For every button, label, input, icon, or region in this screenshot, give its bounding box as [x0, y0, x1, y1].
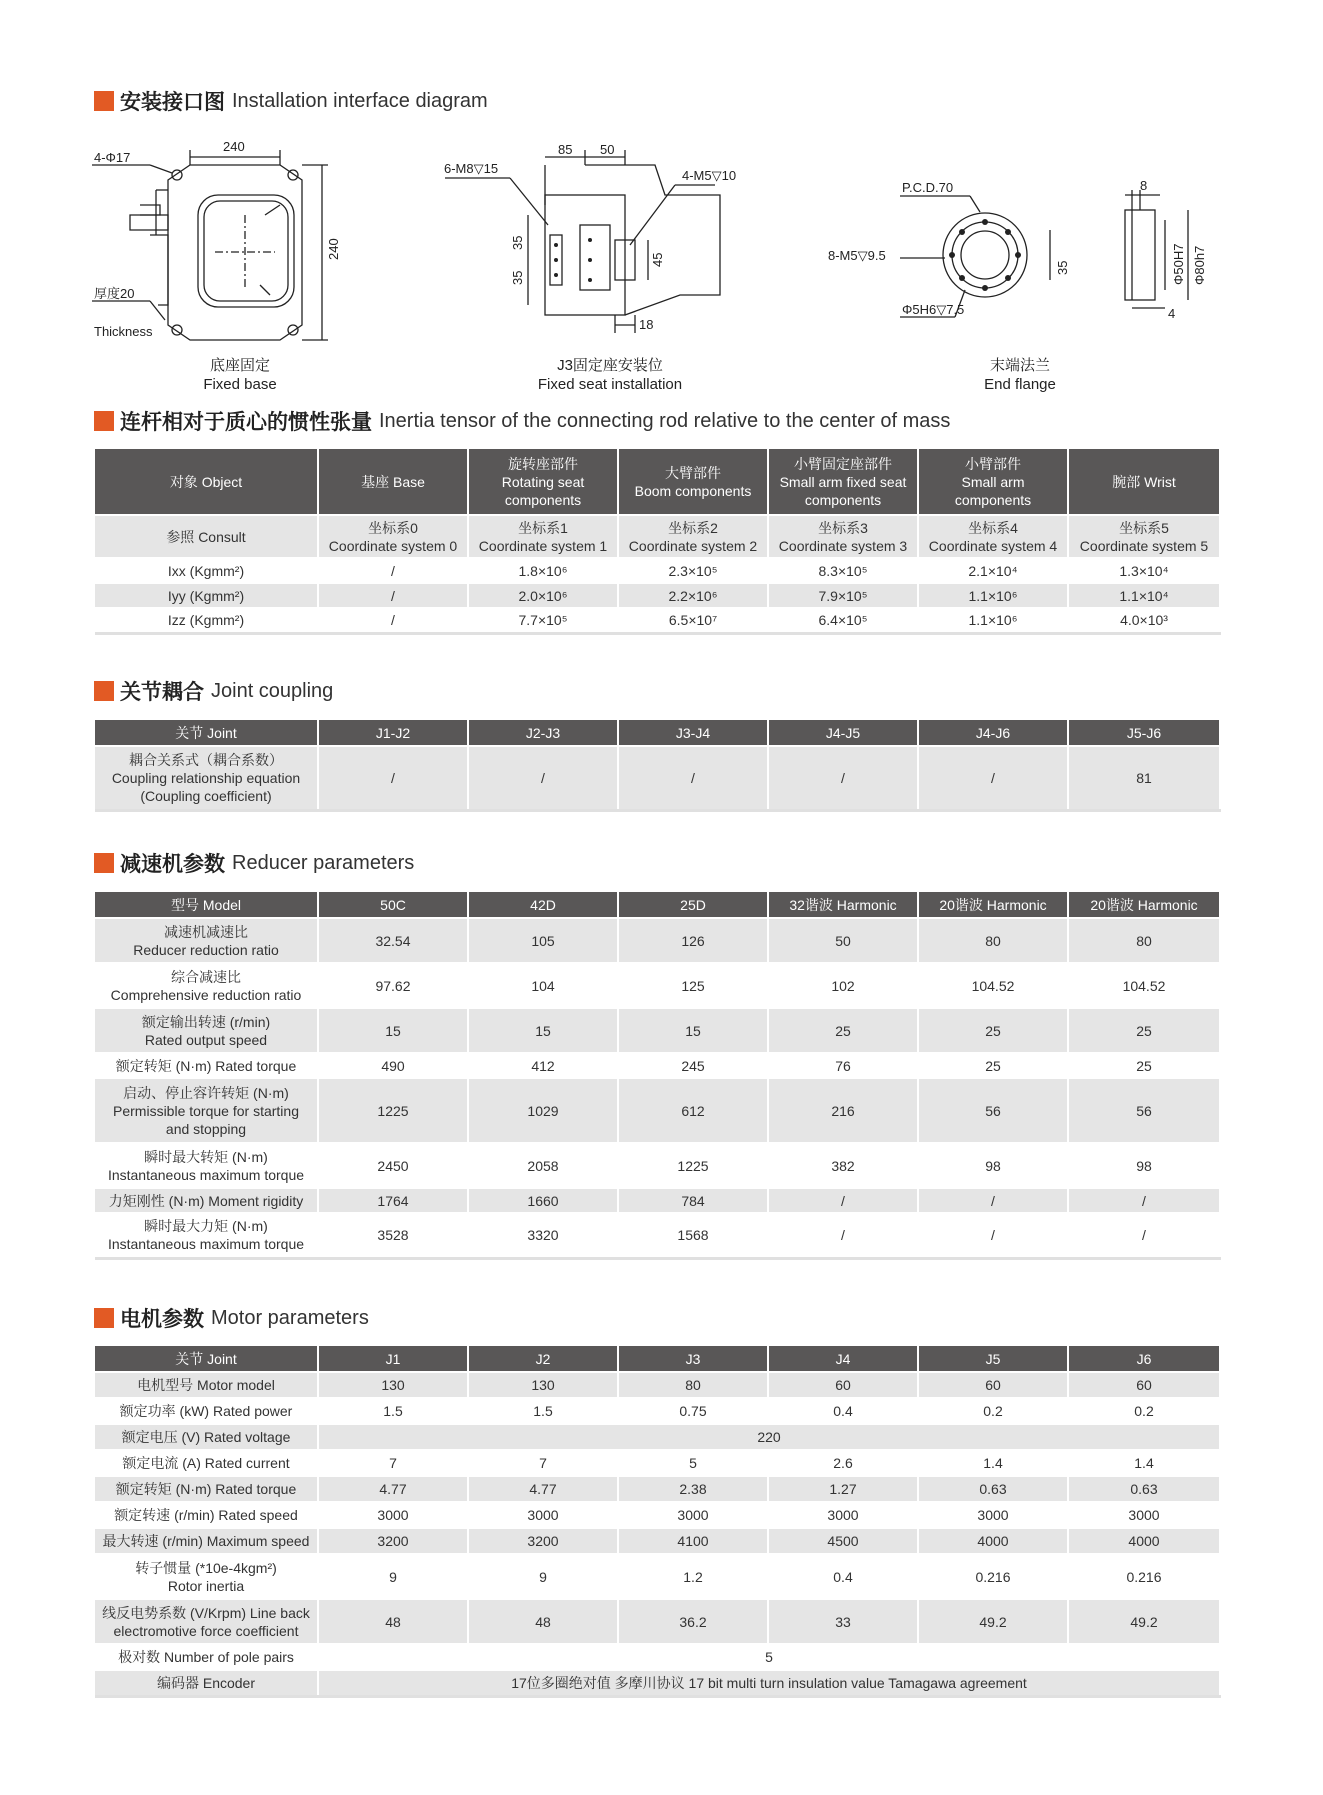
table-cell: 2.6 — [768, 1450, 918, 1476]
orange-square-icon — [94, 1308, 114, 1328]
j3-45-label: 45 — [650, 252, 665, 267]
table-cell: 25 — [918, 1008, 1068, 1053]
table-cell: 3000 — [1068, 1502, 1220, 1528]
table-cell: 6.4×10⁵ — [768, 608, 918, 633]
coupling-table — [95, 720, 1221, 812]
table-cell: 49.2 — [1068, 1599, 1220, 1644]
table-cell: 4100 — [618, 1528, 768, 1554]
j3-50-label: 50 — [600, 145, 615, 157]
table-cell: 1.5 — [318, 1398, 468, 1424]
table-cell: 7.7×10⁵ — [468, 608, 618, 633]
table-cell: 0.63 — [1068, 1476, 1220, 1502]
table-cell: 2058 — [468, 1143, 618, 1188]
row-label-cell: 电机型号 Motor model — [95, 1372, 318, 1398]
table-cell: 490 — [318, 1053, 468, 1078]
table-cell: 784 — [618, 1188, 768, 1213]
flange-50-label: Φ50H7 — [1171, 243, 1186, 285]
table-cell: J5-J6 — [1068, 720, 1220, 746]
table-cell: 3200 — [318, 1528, 468, 1554]
table-cell: 7 — [318, 1450, 468, 1476]
table-cell: / — [618, 746, 768, 810]
fixed-base-diagram — [90, 135, 390, 360]
table-cell: 25 — [1068, 1008, 1220, 1053]
table-row — [95, 583, 1220, 608]
table-cell: 0.2 — [918, 1398, 1068, 1424]
table-row — [95, 558, 1220, 583]
table-cell: / — [918, 1213, 1068, 1258]
row-label-cell: 综合减速比 Comprehensive reduction ratio — [95, 963, 318, 1008]
table-cell: 98 — [1068, 1143, 1220, 1188]
section-heading-coupling: 关节耦合 Joint coupling — [94, 678, 333, 704]
table-row — [95, 1644, 1220, 1670]
table-row — [95, 918, 1220, 963]
table-cell: 6.5×10⁷ — [618, 608, 768, 633]
table-cell: 4.77 — [468, 1476, 618, 1502]
table-cell: 7 — [468, 1450, 618, 1476]
table-cell: 旋转座部件 Rotating seat components — [468, 449, 618, 515]
table-cell: / — [918, 1188, 1068, 1213]
table-cell: 坐标系4 Coordinate system 4 — [918, 515, 1068, 558]
table-cell: 3528 — [318, 1213, 468, 1258]
table-cell: 3000 — [918, 1502, 1068, 1528]
table-cell: J5 — [918, 1346, 1068, 1372]
table-cell: J4-J5 — [768, 720, 918, 746]
table-row — [95, 1143, 1220, 1188]
row-label-cell: 参照 Consult — [95, 515, 318, 558]
table-cell: 坐标系2 Coordinate system 2 — [618, 515, 768, 558]
table-cell: 5 — [618, 1450, 768, 1476]
table-cell: 50C — [318, 892, 468, 918]
table-cell: 4000 — [918, 1528, 1068, 1554]
table-cell: 0.4 — [768, 1398, 918, 1424]
base-thickness-en: Thickness — [94, 324, 153, 339]
table-row — [95, 1554, 1220, 1599]
base-width-label: 240 — [223, 139, 245, 154]
table-cell: 25 — [768, 1008, 918, 1053]
table-cell: 130 — [468, 1372, 618, 1398]
table-cell: 2.1×10⁴ — [918, 558, 1068, 583]
table-cell: 9 — [468, 1554, 618, 1599]
row-label-cell: 最大转速 (r/min) Maximum speed — [95, 1528, 318, 1554]
table-cell: 1225 — [318, 1078, 468, 1143]
table-cell: 20谐波 Harmonic — [918, 892, 1068, 918]
j3-85-label: 85 — [558, 145, 573, 157]
base-holes-label: 4-Φ17 — [94, 150, 131, 165]
table-cell: 104.52 — [1068, 963, 1220, 1008]
table-cell: 4000 — [1068, 1528, 1220, 1554]
table-row — [95, 1424, 1220, 1450]
table-cell: / — [1068, 1213, 1220, 1258]
flange-35-label: 35 — [1055, 260, 1070, 275]
table-cell: 0.2 — [1068, 1398, 1220, 1424]
table-cell: 大臂部件 Boom components — [618, 449, 768, 515]
j3-35b-label: 35 — [510, 270, 525, 285]
table-cell: 42D — [468, 892, 618, 918]
table-cell: / — [918, 746, 1068, 810]
table-cell: 小臂固定座部件 Small arm fixed seat components — [768, 449, 918, 515]
table-cell: 15 — [468, 1008, 618, 1053]
j3-seat-caption: J3固定座安装位 Fixed seat installation — [537, 357, 683, 393]
table-cell: 1225 — [618, 1143, 768, 1188]
table-row — [95, 1053, 1220, 1078]
table-cell: 76 — [768, 1053, 918, 1078]
table-cell: 1.2 — [618, 1554, 768, 1599]
table-cell: 1.27 — [768, 1476, 918, 1502]
table-cell: 126 — [618, 918, 768, 963]
row-label-cell: 关节 Joint — [95, 720, 318, 746]
table-row — [95, 746, 1220, 810]
j3-18-label: 18 — [639, 317, 654, 332]
table-cell: / — [768, 746, 918, 810]
table-cell: 382 — [768, 1143, 918, 1188]
table-cell: / — [318, 583, 468, 608]
table-row — [95, 1008, 1220, 1053]
table-cell: 97.62 — [318, 963, 468, 1008]
table-row — [95, 1078, 1220, 1143]
table-cell: 60 — [1068, 1372, 1220, 1398]
table-cell: J3-J4 — [618, 720, 768, 746]
table-cell: J2 — [468, 1346, 618, 1372]
row-label-cell: 线反电势系数 (V/Krpm) Line back electromotive force coefficient — [95, 1599, 318, 1644]
table-cell: 0.4 — [768, 1554, 918, 1599]
table-cell: 80 — [1068, 918, 1220, 963]
orange-square-icon — [94, 681, 114, 701]
row-label-cell: 额定转速 (r/min) Rated speed — [95, 1502, 318, 1528]
section-heading-install: 安装接口图 Installation interface diagram — [94, 88, 488, 114]
table-cell: 48 — [318, 1599, 468, 1644]
row-label-cell: 关节 Joint — [95, 1346, 318, 1372]
table-row — [95, 1476, 1220, 1502]
table-cell: 33 — [768, 1599, 918, 1644]
table-cell: 坐标系3 Coordinate system 3 — [768, 515, 918, 558]
table-cell: 245 — [618, 1053, 768, 1078]
table-cell: 2.2×10⁶ — [618, 583, 768, 608]
table-cell: 32.54 — [318, 918, 468, 963]
table-cell: 48 — [468, 1599, 618, 1644]
table-header-row — [95, 892, 1220, 918]
flange-80-label: Φ80h7 — [1192, 245, 1207, 285]
table-cell: 5 — [318, 1644, 1220, 1670]
flange-m5-label: 8-M5▽9.5 — [828, 248, 886, 263]
end-flange-diagram — [820, 170, 1240, 330]
table-cell: 1764 — [318, 1188, 468, 1213]
table-cell: 50 — [768, 918, 918, 963]
table-cell: 216 — [768, 1078, 918, 1143]
table-cell: 基座 Base — [318, 449, 468, 515]
row-label-cell: 极对数 Number of pole pairs — [95, 1644, 318, 1670]
table-cell: 20谐波 Harmonic — [1068, 892, 1220, 918]
table-cell: 60 — [918, 1372, 1068, 1398]
table-cell: 25 — [1068, 1053, 1220, 1078]
table-cell: J2-J3 — [468, 720, 618, 746]
table-cell: / — [468, 746, 618, 810]
table-cell: 0.216 — [1068, 1554, 1220, 1599]
table-cell: 2.3×10⁵ — [618, 558, 768, 583]
table-cell: 1.4 — [1068, 1450, 1220, 1476]
table-row — [95, 1213, 1220, 1258]
j3-seat-diagram — [440, 145, 750, 345]
row-label-cell: 力矩刚性 (N·m) Moment rigidity — [95, 1188, 318, 1213]
orange-square-icon — [94, 411, 114, 431]
table-row — [95, 1670, 1220, 1696]
table-cell: / — [768, 1188, 918, 1213]
table-header-row — [95, 449, 1220, 515]
table-cell: 7.9×10⁵ — [768, 583, 918, 608]
row-label-cell: 型号 Model — [95, 892, 318, 918]
row-label-cell: 对象 Object — [95, 449, 318, 515]
table-row — [95, 1502, 1220, 1528]
flange-8-label: 8 — [1140, 178, 1148, 193]
table-cell: / — [1068, 1188, 1220, 1213]
table-cell: 小臂部件 Small arm components — [918, 449, 1068, 515]
row-label-cell: 编码器 Encoder — [95, 1670, 318, 1696]
table-cell: 612 — [618, 1078, 768, 1143]
row-label-cell: 耦合关系式（耦合系数） Coupling relationship equation (Coupling coefficient) — [95, 746, 318, 810]
table-cell: / — [318, 558, 468, 583]
table-row — [95, 1372, 1220, 1398]
table-cell: 56 — [918, 1078, 1068, 1143]
table-row — [95, 1450, 1220, 1476]
table-cell: 1568 — [618, 1213, 768, 1258]
table-cell: 0.216 — [918, 1554, 1068, 1599]
table-cell: J3 — [618, 1346, 768, 1372]
table-cell: 坐标系0 Coordinate system 0 — [318, 515, 468, 558]
table-cell: 102 — [768, 963, 918, 1008]
table-cell: 1.1×10⁶ — [918, 608, 1068, 633]
table-cell: 98 — [918, 1143, 1068, 1188]
row-label-cell: 额定输出转速 (r/min) Rated output speed — [95, 1008, 318, 1053]
table-cell: J4 — [768, 1346, 918, 1372]
section-heading-inertia: 连杆相对于质心的惯性张量 Inertia tensor of the connecting rod relative to the center of mass — [94, 408, 950, 434]
table-cell: 17位多圈绝对值 多摩川协议 17 bit multi turn insulation value Tamagawa agreement — [318, 1670, 1220, 1696]
table-row — [95, 1599, 1220, 1644]
row-label-cell: 额定电流 (A) Rated current — [95, 1450, 318, 1476]
row-label-cell: 减速机减速比 Reducer reduction ratio — [95, 918, 318, 963]
table-cell: 1.1×10⁴ — [1068, 583, 1220, 608]
table-cell: J4-J6 — [918, 720, 1068, 746]
table-cell: 1.5 — [468, 1398, 618, 1424]
table-cell: 1029 — [468, 1078, 618, 1143]
table-row — [95, 515, 1220, 558]
table-cell: 坐标系1 Coordinate system 1 — [468, 515, 618, 558]
inertia-table — [95, 449, 1221, 635]
table-cell: 56 — [1068, 1078, 1220, 1143]
table-row — [95, 1528, 1220, 1554]
table-cell: 220 — [318, 1424, 1220, 1450]
row-label-cell: 额定转矩 (N·m) Rated torque — [95, 1053, 318, 1078]
table-cell: 3000 — [468, 1502, 618, 1528]
row-label-cell: 瞬时最大力矩 (N·m) Instantaneous maximum torque — [95, 1213, 318, 1258]
row-label-cell: 额定转矩 (N·m) Rated torque — [95, 1476, 318, 1502]
table-cell: 3000 — [768, 1502, 918, 1528]
table-cell: 25D — [618, 892, 768, 918]
orange-square-icon — [94, 853, 114, 873]
table-cell: 15 — [318, 1008, 468, 1053]
table-cell: 104.52 — [918, 963, 1068, 1008]
end-flange-caption: 末端法兰 End flange — [984, 357, 1056, 393]
table-cell: 2450 — [318, 1143, 468, 1188]
fixed-base-caption: 底座固定 Fixed base — [203, 357, 277, 393]
table-row — [95, 1188, 1220, 1213]
table-cell: 81 — [1068, 746, 1220, 810]
table-cell: 15 — [618, 1008, 768, 1053]
flange-pcd-label: P.C.D.70 — [902, 180, 954, 195]
table-cell: 0.63 — [918, 1476, 1068, 1502]
orange-square-icon — [94, 91, 114, 111]
table-cell: 60 — [768, 1372, 918, 1398]
table-cell: 4500 — [768, 1528, 918, 1554]
table-cell: 2.0×10⁶ — [468, 583, 618, 608]
row-label-cell: 额定电压 (V) Rated voltage — [95, 1424, 318, 1450]
table-cell: 80 — [918, 918, 1068, 963]
base-height-label: 240 — [326, 238, 341, 260]
table-cell: 412 — [468, 1053, 618, 1078]
table-row — [95, 963, 1220, 1008]
table-cell: 125 — [618, 963, 768, 1008]
row-label-cell: 额定功率 (kW) Rated power — [95, 1398, 318, 1424]
row-label-cell: Izz (Kgmm²) — [95, 608, 318, 633]
base-thickness-zh: 厚度20 — [94, 286, 135, 301]
table-cell: 3320 — [468, 1213, 618, 1258]
table-cell: 1660 — [468, 1188, 618, 1213]
table-cell: 80 — [618, 1372, 768, 1398]
table-cell: 1.3×10⁴ — [1068, 558, 1220, 583]
row-label-cell: 启动、停止容许转矩 (N·m) Permissible torque for starting and stopping — [95, 1078, 318, 1143]
table-cell: / — [318, 746, 468, 810]
table-cell: 4.0×10³ — [1068, 608, 1220, 633]
table-cell: J1-J2 — [318, 720, 468, 746]
motor-table — [95, 1346, 1221, 1698]
row-label-cell: 转子惯量 (*10e-4kgm²) Rotor inertia — [95, 1554, 318, 1599]
table-header-row — [95, 1346, 1220, 1372]
table-cell: 8.3×10⁵ — [768, 558, 918, 583]
section-heading-motor: 电机参数 Motor parameters — [94, 1305, 369, 1331]
table-cell: J6 — [1068, 1346, 1220, 1372]
table-row — [95, 608, 1220, 633]
table-cell: 9 — [318, 1554, 468, 1599]
j3-m5-label: 4-M5▽10 — [682, 168, 737, 183]
table-cell: J1 — [318, 1346, 468, 1372]
table-cell: 105 — [468, 918, 618, 963]
table-cell: 104 — [468, 963, 618, 1008]
table-cell: 25 — [918, 1053, 1068, 1078]
table-cell: 1.1×10⁶ — [918, 583, 1068, 608]
flange-h6-label: Φ5H6▽7.5 — [902, 302, 965, 317]
reducer-table — [95, 892, 1221, 1260]
table-cell: 3200 — [468, 1528, 618, 1554]
table-cell: 腕部 Wrist — [1068, 449, 1220, 515]
table-cell: 4.77 — [318, 1476, 468, 1502]
table-cell: 130 — [318, 1372, 468, 1398]
flange-4-label: 4 — [1168, 306, 1176, 321]
table-cell: / — [768, 1213, 918, 1258]
table-cell: 3000 — [618, 1502, 768, 1528]
row-label-cell: 瞬时最大转矩 (N·m) Instantaneous maximum torque — [95, 1143, 318, 1188]
table-cell: 49.2 — [918, 1599, 1068, 1644]
row-label-cell: Iyy (Kgmm²) — [95, 583, 318, 608]
table-cell: 0.75 — [618, 1398, 768, 1424]
table-cell: 1.4 — [918, 1450, 1068, 1476]
j3-35a-label: 35 — [510, 235, 525, 250]
table-cell: 32谐波 Harmonic — [768, 892, 918, 918]
table-cell: 2.38 — [618, 1476, 768, 1502]
j3-m8-label: 6-M8▽15 — [444, 161, 499, 176]
table-cell: 坐标系5 Coordinate system 5 — [1068, 515, 1220, 558]
table-cell: 36.2 — [618, 1599, 768, 1644]
table-cell: 1.8×10⁶ — [468, 558, 618, 583]
table-cell: 3000 — [318, 1502, 468, 1528]
table-cell: / — [318, 608, 468, 633]
section-heading-reducer: 减速机参数 Reducer parameters — [94, 850, 414, 876]
table-header-row — [95, 720, 1220, 746]
table-row — [95, 1398, 1220, 1424]
row-label-cell: Ixx (Kgmm²) — [95, 558, 318, 583]
